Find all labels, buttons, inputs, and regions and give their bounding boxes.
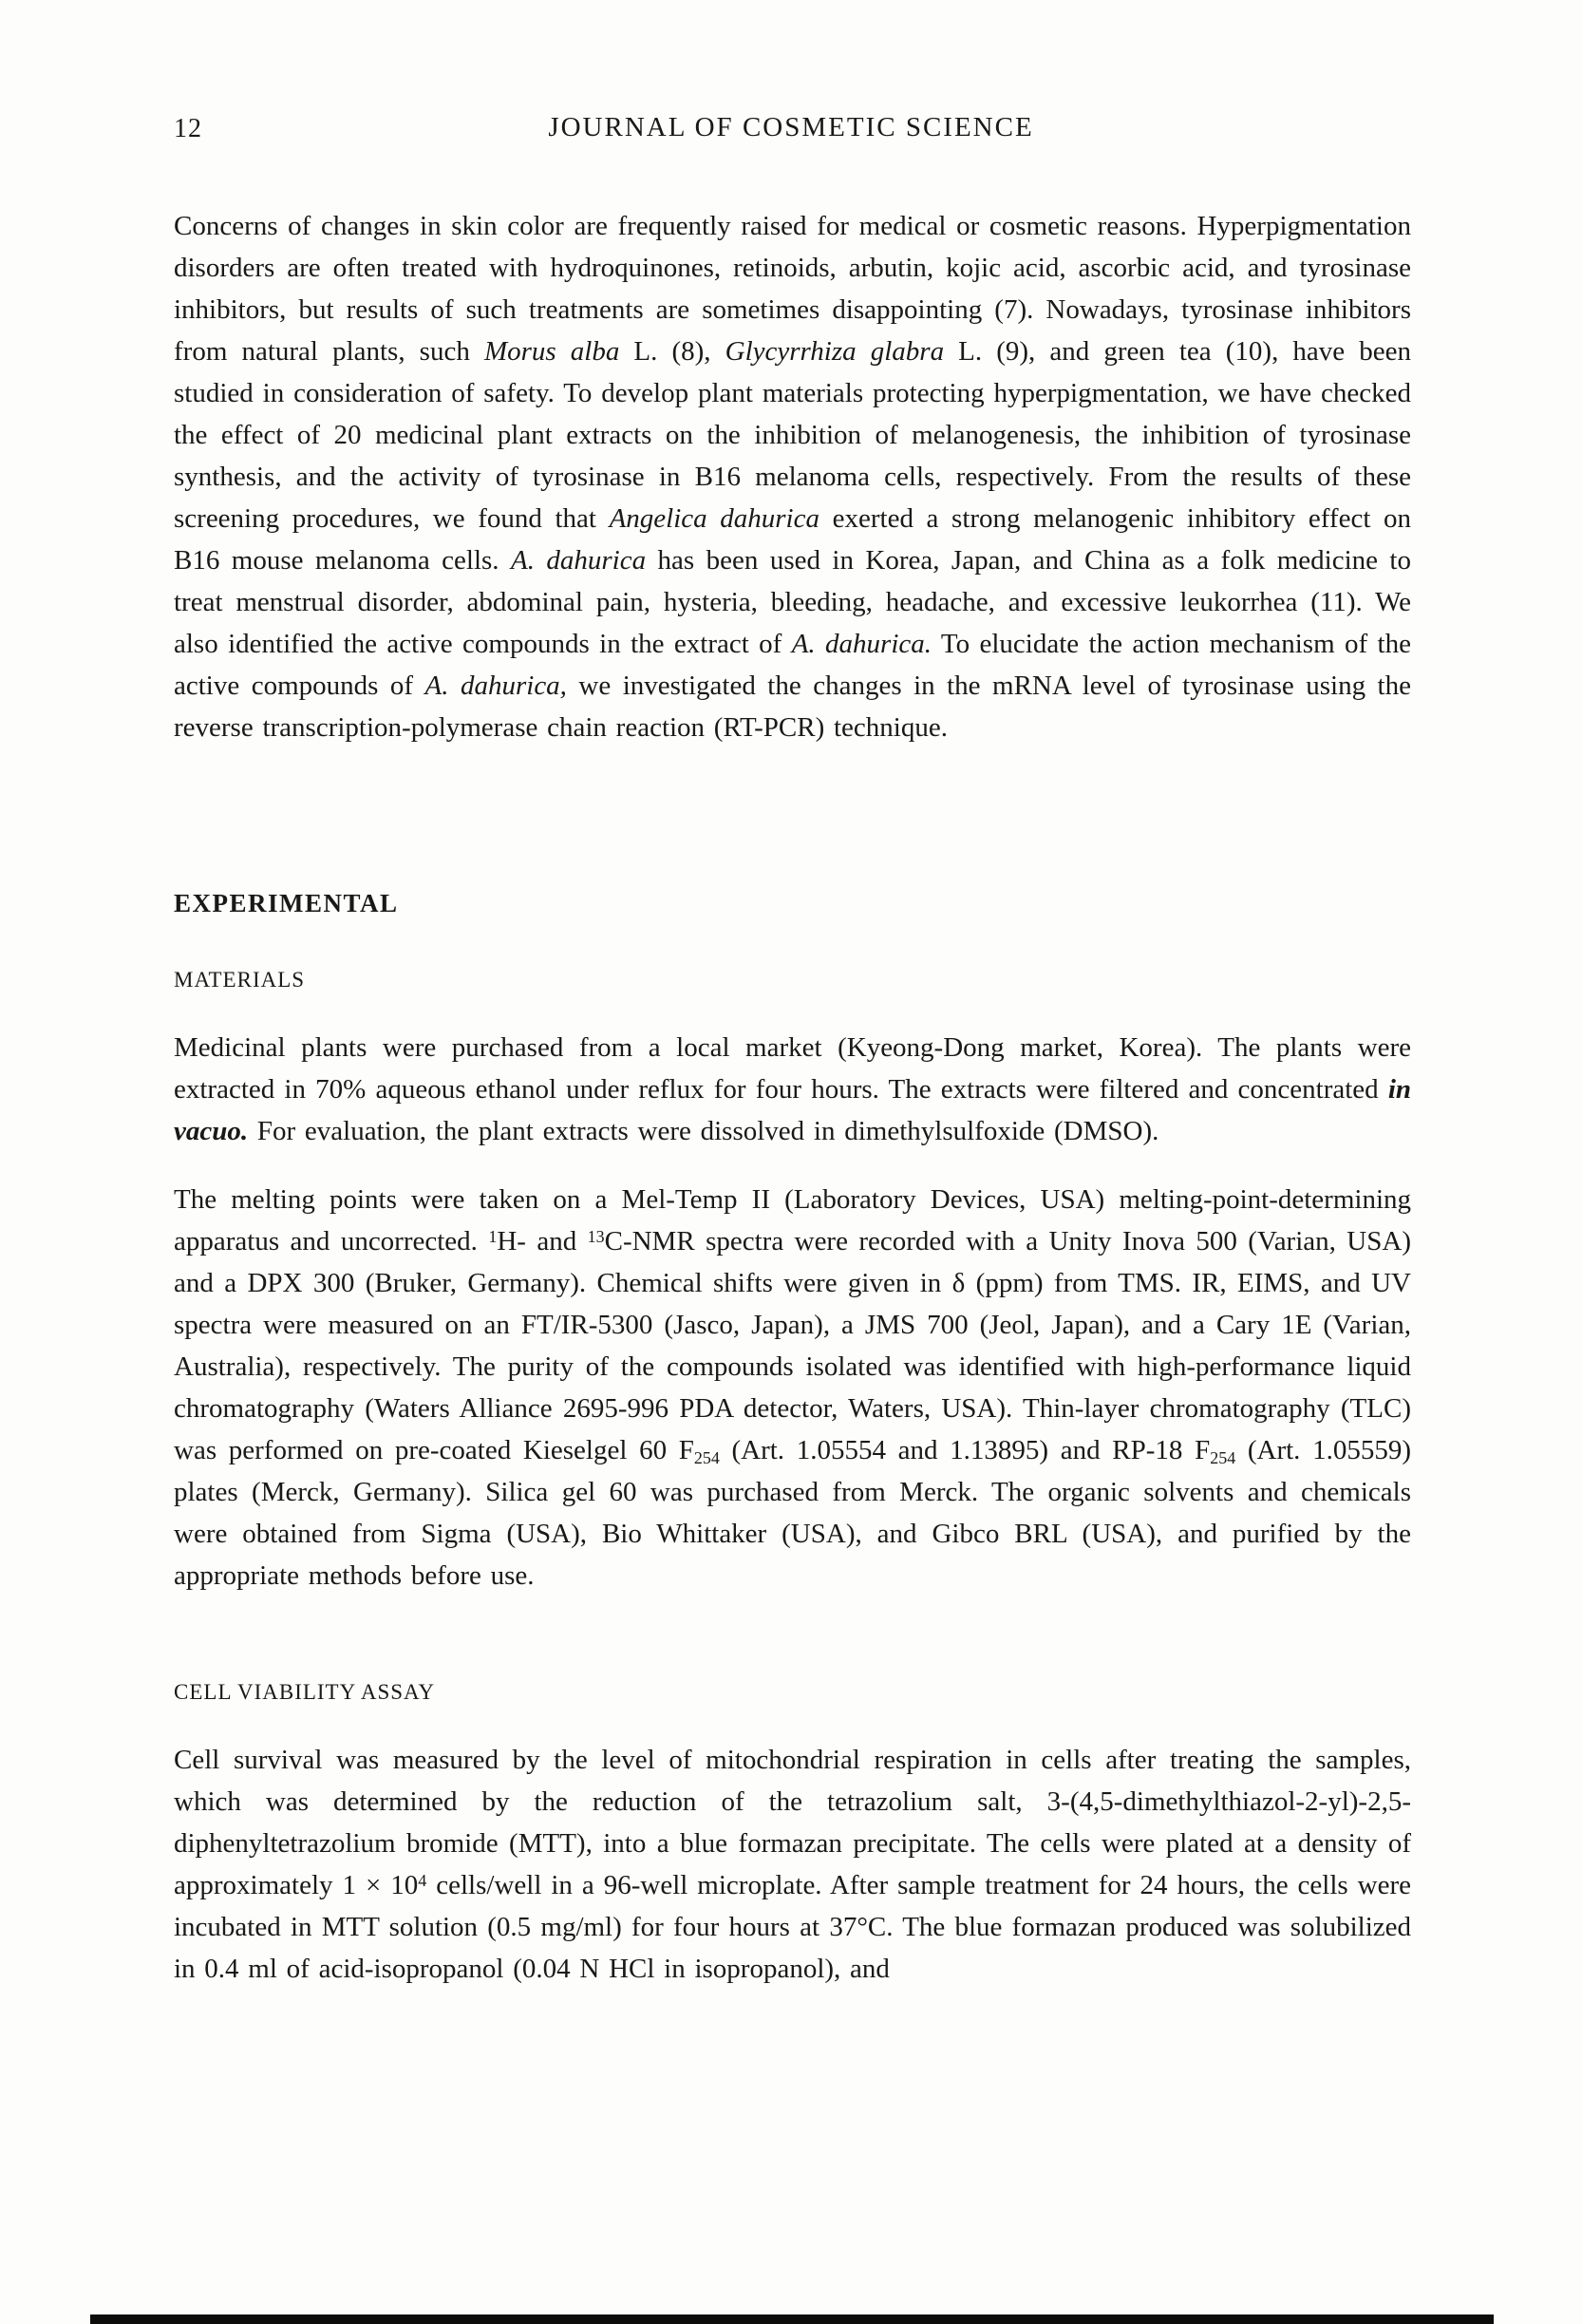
- page-number: 12: [174, 114, 202, 143]
- page-header: [174, 112, 1408, 150]
- article-body: [174, 205, 1411, 1990]
- cell-viability-paragraph-1: Cell survival was measured by the level of mitochondrial respiration in cells after treating the samples, which was determined by the reduction of the tetrazolium salt, 3-(4,5-dimethylthiazol-2-yl)-2,5-diphenyltetrazolium bromide (MTT), into a blue formazan precipitate. The cells were plated at a density of approximately $1 \times 10^4$ cells/well in a 96-well microplate. After sample treatment for 24 hours, the cells were incubated in MTT solution (0.5 mg/ml) for four hours at 37°C. The blue formazan produced was solubilized in 0.4 ml of acid-isopropanol (0.04 N HCl in isopropanol), and: [174, 1745, 1412, 1984]
- subsection-heading-materials: MATERIALS: [174, 968, 306, 992]
- journal-title: JOURNAL OF COSMETIC SCIENCE: [548, 112, 1034, 142]
- section-heading-experimental: EXPERIMENTAL: [174, 889, 399, 917]
- scan-edge-artifact: [90, 2315, 1494, 2324]
- materials-paragraph-2: The melting points were taken on a Mel-Temp II (Laboratory Devices, USA) melting-point-determining apparatus and uncorrected. $^1$H- and $^{13}$C-NMR spectra were recorded with a Unity Inova 500 (Varian, USA) and a DPX 300 (Bruker, Germany). Chemical shifts were given in δ (ppm) from TMS. IR, EIMS, and UV spectra were measured on an FT/IR-5300 (Jasco, Japan), a JMS 700 (Jeol, Japan), and a Cary 1E (Varian, Australia), respectively. The purity of the compounds isolated was identified with high-performance liquid chromatography (Waters Alliance 2695-996 PDA detector, Waters, USA). Thin-layer chromatography (TLC) was performed on pre-coated Kieselgel 60 $F_{254}$ (Art. 1.05554 and 1.13895) and RP-18 $F_{254}$ (Art. 1.05559) plates (Merck, Germany). Silica gel 60 was purchased from Merck. The organic solvents and chemicals were obtained from Sigma (USA), Bio Whittaker (USA), and Gibco BRL (USA), and purified by the appropriate methods before use.: [174, 1184, 1411, 1591]
- subsection-heading-cell-viability: CELL VIABILITY ASSAY: [174, 1680, 436, 1704]
- intro-paragraph: Concerns of changes in skin color are frequently raised for medical or cosmetic reasons. Hyperpigmentation disorders are often treated with hydroquinones, retinoids, arbutin, kojic acid, ascorbic acid, and tyrosinase inhibitors, but results of such treatments are sometimes disappointing (7). Nowadays, tyrosinase inhibitors from natural plants, such Morus alba L. (8), Glycyrrhiza glabra L. (9), and green tea (10), have been studied in consideration of safety. To develop plant materials protecting hyperpigmentation, we have checked the effect of 20 medicinal plant extracts on the inhibition of melanogenesis, the inhibition of tyrosinase synthesis, and the activity of tyrosinase in B16 melanoma cells, respectively. From the results of these screening procedures, we found that Angelica dahurica exerted a strong melanogenic inhibitory effect on B16 mouse melanoma cells. A. dahurica has been used in Korea, Japan, and China as a folk medicine to treat menstrual disorder, abdominal pain, hysteria, bleeding, headache, and excessive leukorrhea (11). We also identified the active compounds in the extract of A. dahurica. To elucidate the action mechanism of the active compounds of A. dahurica, we investigated the changes in the mRNA level of tyrosinase using the reverse transcription-polymerase chain reaction (RT-PCR) technique.: [174, 211, 1411, 743]
- materials-paragraph-1: Medicinal plants were purchased from a local market (Kyeong-Dong market, Korea). The plants were extracted in 70% aqueous ethanol under reflux for four hours. The extracts were filtered and concentrated in vacuo. For evaluation, the plant extracts were dissolved in dimethylsulfoxide (DMSO).: [174, 1032, 1411, 1146]
